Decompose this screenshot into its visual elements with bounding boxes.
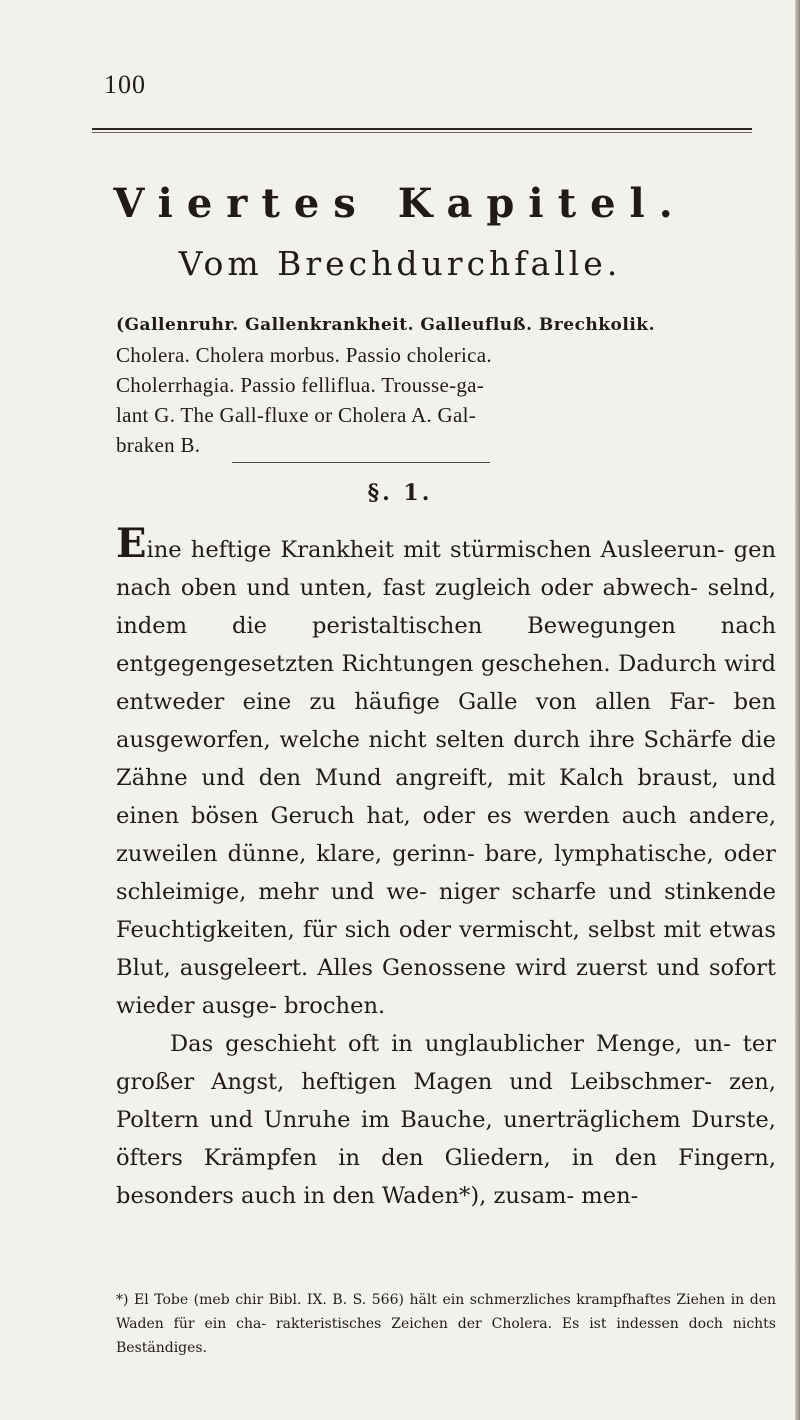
synonym-list xyxy=(116,310,776,460)
section-mark: §. 1. xyxy=(367,480,433,506)
paragraph-1 xyxy=(116,520,776,1025)
body-text xyxy=(116,520,776,1215)
latin-synonyms-line-3: lant G. The Gall-fluxe or Cholera A. Gal- xyxy=(116,403,477,427)
header-rule xyxy=(92,128,752,130)
chapter-title: Viertes Kapitel. xyxy=(113,180,687,227)
german-synonyms: (Gallenruhr. Gallenkrankheit. Galleufluß. Brechkolik. xyxy=(116,315,656,335)
paragraph-1-text: ine heftige Krankheit mit stürmischen Ausleerun- gen nach oben und unten, fast zugleich oder abwech- selnd, indem die peristaltischen Bewegungen nach entgegengesetzten Richtungen geschehen. Dadurch wird entweder eine zu häufige Galle von allen Far- ben ausgeworfen, welche nicht selten durch ihre Schärfe die Zähne und den Mund angreift, mit Kalch braust, und einen bösen Geruch hat, oder es werden auch andere, zuweilen dünne, klare, gerinn- bare, lymphatische, oder schleimige, mehr und we- niger scharfe und stinkende Feuchtigkeiten, für sich oder vermischt, selbst mit etwas Blut, ausgeleert. Alles Genossene wird zuerst und sofort wieder ausge- brochen. xyxy=(116,537,776,1019)
latin-synonyms-line-2: Cholerrhagia. Passio felliflua. Trousse-ga- xyxy=(116,373,485,397)
section-title: Vom Brechdurchfalle. xyxy=(178,244,622,283)
paragraph-2: Das geschieht oft in unglaublicher Menge, un- ter großer Angst, heftigen Magen und Leibschmer- zen, Poltern und Unruhe im Bauche, unerträglichem Durste, öfters Krämpfen in den Gliedern, in den Fingern, besonders auch in den Waden*), zusam- men- xyxy=(116,1031,776,1209)
drop-cap: E xyxy=(116,520,147,567)
page-number: 100 xyxy=(104,70,146,99)
latin-synonyms-line-1: Cholera. Cholera morbus. Passio cholerica. xyxy=(116,343,492,367)
footnote: *) El Tobe (meb chir Bibl. IX. B. S. 566) hält ein schmerzliches krampfhaftes Ziehen in den Waden für ein cha- rakteristisches Zeichen der Cholera. Es ist indessen doch nichts Beständiges. xyxy=(116,1292,776,1356)
latin-synonyms-line-4: braken B. xyxy=(116,433,201,457)
section-divider xyxy=(232,462,490,463)
header-rule-thin xyxy=(92,132,752,133)
